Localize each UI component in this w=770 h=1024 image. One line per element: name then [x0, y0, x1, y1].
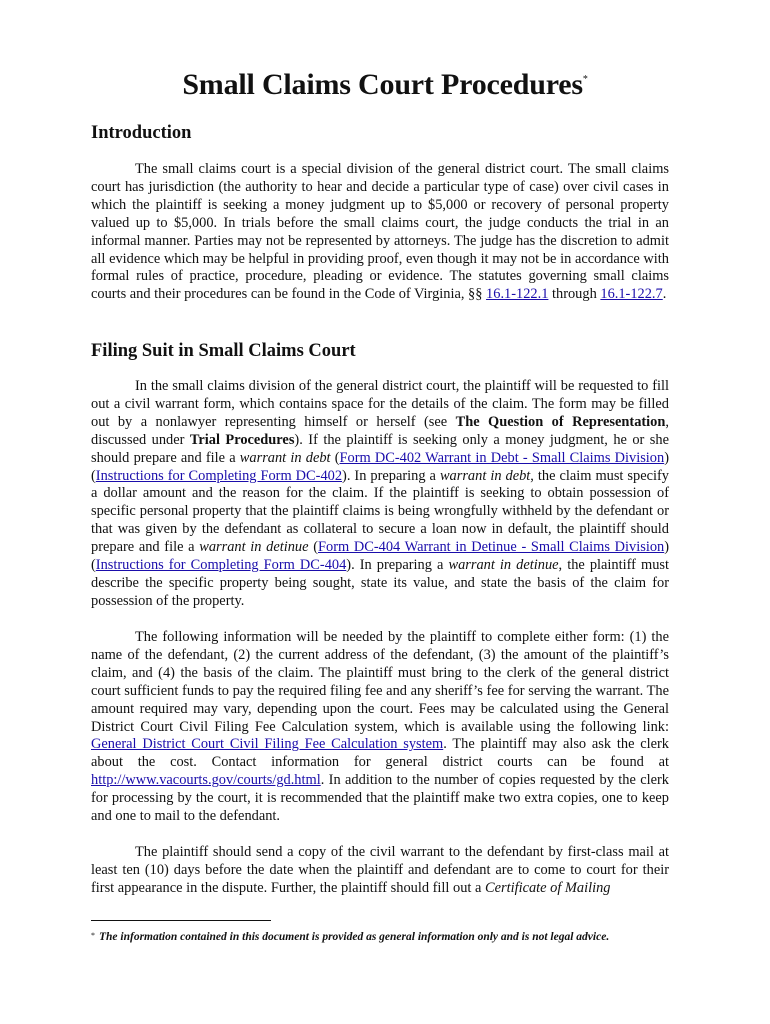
link-fee-calculation-system[interactable]: General District Court Civil Filing Fee Calculation system	[91, 736, 444, 753]
intro-paragraph: The small claims court is a special division of the general district court. The small claims court has jurisdiction (the authority to hear and decide a particular type of case) over civil cases in which the plaintiff is seeking a money judgment up to $5,000 or recovery of personal property valued up to $5,000. In trials before the small claims court, the judge conducts the trial in an informal manner. Parties may not be represented by attorneys. The judge has the discretion to admit all evidence which may be helpful in providing proof, even though it may not be in accordance with formal rules of practice, procedure, pleading or evidence. The statutes governing small claims courts and their procedures can be found in the Code of Virginia, §§ 16.1-122.1 through 16.1-122.7.	[91, 161, 669, 303]
page-title: Small Claims Court Procedures*	[182, 68, 588, 101]
link-code-16-1-122-1[interactable]: 16.1-122.1	[486, 286, 549, 303]
filing-paragraph-3: The plaintiff should send a copy of the civil warrant to the defendant by first-class mail at least ten (10) days before the date when the plaintiff and defendant are to come to court for their first appearance in the dispute. Further, the plaintiff should fill out a Certificate of Mailing	[91, 844, 669, 896]
link-form-dc-402[interactable]: Form DC-402 Warrant in Debt - Small Claims Division	[339, 449, 665, 466]
link-form-dc-404[interactable]: Form DC-404 Warrant in Detinue - Small Claims Division	[318, 539, 665, 556]
footnote-divider	[91, 920, 271, 921]
filing-paragraph-2: The following information will be needed by the plaintiff to complete either form: (1) the name of the defendant, (2) the current address of the defendant, (3) the amount of the plaintiff’s claim, and (4) the basis of the claim. The plaintiff must bring to the clerk of the general district court sufficient funds to pay the required filing fee and any sheriff’s fee for serving the warrant. The amount required may vary, depending upon the court. Fees may be calculated using the General District Court Civil Filing Fee Calculation system, which is available using the following link: General District Court Civil Filing Fee Calculation system. The plaintiff may also ask the clerk about the cost. Contact information for general district courts can be found at http://www.vacourts.gov/courts/gd.html. In addition to the number of copies requested by the clerk for processing by the court, it is recommended that the plaintiff make two extra copies, one to keep and one to mail to the defendant.	[91, 629, 669, 825]
heading-introduction: Introduction	[91, 123, 192, 143]
link-code-16-1-122-7[interactable]: 16.1-122.7	[600, 286, 663, 303]
link-instructions-dc-402[interactable]: Instructions for Completing Form DC-402	[95, 467, 343, 484]
link-vacourts-gd[interactable]: http://www.vacourts.gov/courts/gd.html	[91, 772, 321, 789]
footnote: * The information contained in this document is provided as general information only and is not legal advice.	[91, 931, 610, 943]
title-footnote-marker: *	[582, 74, 588, 85]
heading-filing-suit: Filing Suit in Small Claims Court	[91, 341, 356, 361]
footnote-marker: *	[91, 931, 95, 940]
link-instructions-dc-404[interactable]: Instructions for Completing Form DC-404	[95, 557, 347, 574]
filing-paragraph-1: In the small claims division of the general district court, the plaintiff will be requested to fill out a civil warrant form, which contains space for the details of the claim. The form may be filled out by a nonlawyer representing himself or herself (see The Question of Representation, discussed under Trial Procedures). If the plaintiff is seeking only a money judgment, he or she should prepare and file a warrant in debt (Form DC-402 Warrant in Debt - Small Claims Division) (Instructions for Completing Form DC-402). In preparing a warrant in debt, the claim must specify a dollar amount and the reason for the claim. If the plaintiff is seeking to obtain possession of specific personal property that the plaintiff claims is being wrongfully withheld by the defendant or that was given by the defendant as collateral to secure a loan now in default, the plaintiff should prepare and file a warrant in detinue (Form DC-404 Warrant in Detinue - Small Claims Division) (Instructions for Completing Form DC-404). In preparing a warrant in detinue, the plaintiff must describe the specific property being sought, state its value, and state the basis of the claim for possession of the property.	[91, 378, 670, 609]
